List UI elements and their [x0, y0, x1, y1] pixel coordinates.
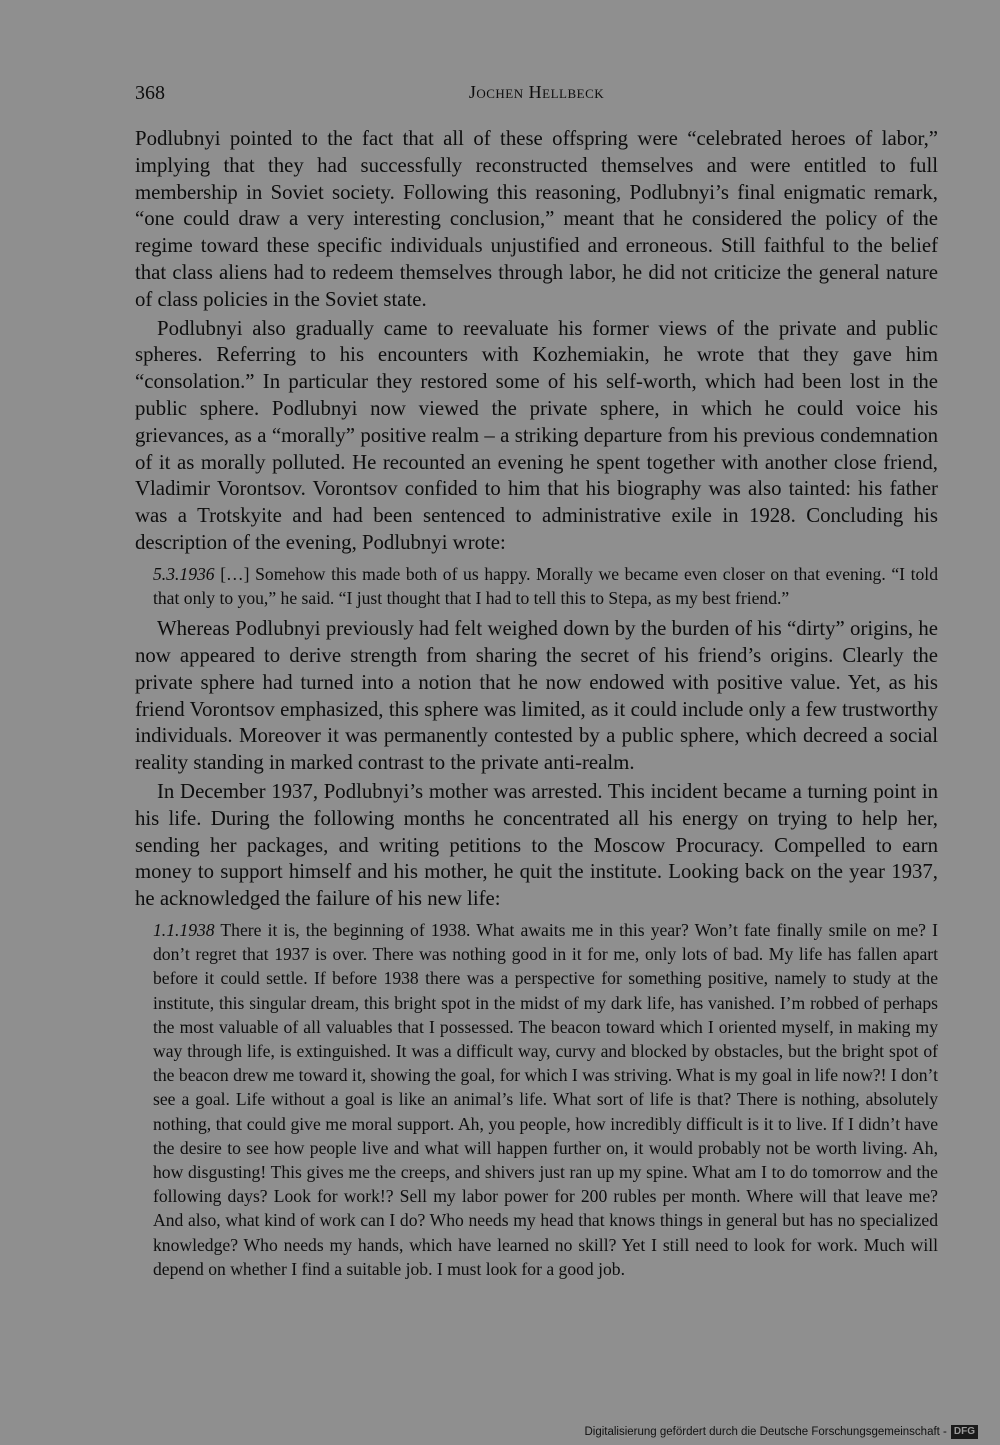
digitization-footer: [584, 1425, 978, 1439]
paragraph-4: In December 1937, Podlubnyi’s mother was arrested. This incident became a turning point in his life. During the following months he concentrated all his energy on trying to help her, sending her packages, and writing petitions to the Moscow Procuracy. Compelled to earn money to support himself and his mother, he quit the institute. Looking back on the year 1937, he acknowledged the failure of his new life:: [135, 779, 938, 911]
diary-quote-2: [135, 918, 938, 1281]
dfg-logo: DFG: [951, 1425, 978, 1439]
page-number: 368: [135, 82, 165, 104]
diary-quote-1: [135, 562, 938, 610]
paragraph-2: Podlubnyi also gradually came to reevaluate his former views of the private and public spheres. Referring to his encounters with Kozhemiakin, he wrote that they gave him “consolation.” In particular they restored some of his self-worth, which had been lost in the public sphere. Podlubnyi now viewed the private sphere, in which he could voice his grievances, as a “morally” positive realm – a striking departure from his previous condemnation of it as morally polluted. He recounted an evening he spent together with another close friend, Vladimir Vorontsov. Vorontsov confided to him that his biography was also tainted: his father was a Trotskyite and had been sentenced to administrative exile in 1928. Concluding his description of the evening, Podlubnyi wrote:: [135, 316, 938, 554]
diary-quote-2-date: 1.1.1938: [153, 919, 215, 940]
body-text: [135, 126, 938, 1287]
paragraph-3: Whereas Podlubnyi previously had felt weighed down by the burden of his “dirty” origins, he now appeared to derive strength from sharing the secret of his friend’s origins. Clearly the private sphere had turned into a notion that he now endowed with positive value. Yet, as his friend Vorontsov emphasized, this sphere was limited, as it could include only a few trustworthy individuals. Moreover it was permanently contested by a public sphere, which decreed a social reality standing in marked contrast to the private anti-realm.: [135, 617, 938, 775]
digitization-credit: Digitalisierung gefördert durch die Deutsche Forschungsgemeinschaft -: [584, 1426, 947, 1438]
paragraph-1: Podlubnyi pointed to the fact that all of these offspring were “celebrated heroes of labor,” implying that they had successfully reconstructed themselves and were entitled to full membership in Soviet society. Following this reasoning, Podlubnyi’s final enigmatic remark, “one could draw a very interesting conclusion,” meant that he considered the policy of the regime toward these specific individuals unjustified and erroneous. Still faithful to the belief that class aliens had to redeem themselves through labor, he did not criticize the general nature of class policies in the Soviet state.: [135, 127, 938, 311]
diary-quote-1-text: […] Somehow this made both of us happy. Morally we became even closer on that evening. “I told that only to you,” he said. “I just thought that I had to tell this to Stepa, as my best friend.”: [153, 563, 938, 608]
diary-quote-1-date: 5.3.1936: [153, 563, 215, 584]
running-head: Jochen Hellbeck: [468, 82, 605, 102]
page-header: [135, 82, 938, 112]
diary-quote-2-text: There it is, the beginning of 1938. What awaits me in this year? Won’t fate finally smile on me? I don’t regret that 1937 is over. There was nothing good in it for me, only lots of bad. My life has fallen apart before it could settle. If before 1938 there was a perspective for something positive, namely to study at the institute, this singular dream, this bright spot in the midst of my dark life, has vanished. I’m robbed of perhaps the most valuable of all valuables that I possessed. The beacon toward which I oriented myself, in making my way through life, is extinguished. It was a difficult way, curvy and blocked by obstacles, but the bright spot of the beacon drew me toward it, showing the goal, for which I was striving. What is my goal in life now?! I don’t see a goal. Life without a goal is like an animal’s life. What sort of life is that? There is nothing, absolutely nothing, that could give me moral support. Ah, you people, how incredibly difficult is it to live. If I didn’t have the desire to see how people live and what will happen further on, it would probably not be worth living. Ah, how disgusting! This gives me the creeps, and shivers just ran up my spine. What am I to do tomorrow and the following days? Look for work!? Sell my labor power for 200 rubles per month. Where will that leave me? And also, what kind of work can I do? Who needs my head that knows things in general but has no specialized knowledge? Who needs my hands, which have learned no skill? Yet I still need to look for work. Much will depend on whether I find a suitable job. I must look for a good job.: [153, 919, 938, 1279]
